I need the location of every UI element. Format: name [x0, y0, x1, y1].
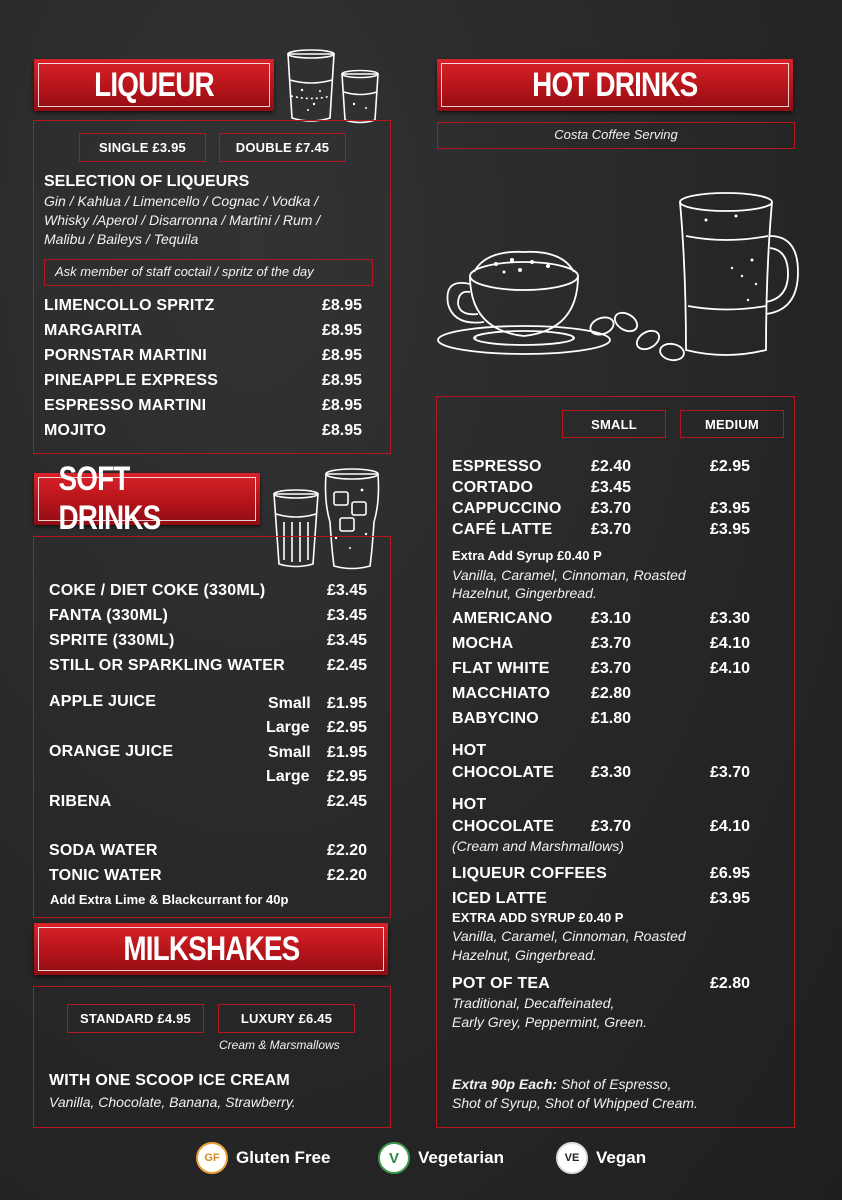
medium-header: MEDIUM	[680, 410, 784, 438]
hot-chocolate-2-medium: £4.10	[710, 818, 751, 835]
vegetarian-label: Vegetarian	[418, 1148, 504, 1167]
hot-item-small: £3.70	[591, 521, 632, 538]
orange-large-label: Large	[266, 768, 310, 785]
liqueur-item-price: £8.95	[322, 397, 363, 414]
liqueur-item-name: MARGARITA	[44, 322, 143, 339]
vegan-badge-text: VE	[564, 1152, 580, 1164]
soft-item-price: £2.45	[327, 657, 368, 674]
orange-juice-label: ORANGE JUICE	[49, 743, 174, 760]
hot-item-small: £3.70	[591, 500, 632, 517]
orange-small-price: £1.95	[327, 744, 368, 761]
hot-chocolate-line-2: CHOCOLATE	[452, 764, 554, 781]
legend-vegetarian	[378, 1142, 504, 1174]
syrup-2-line-2: Hazelnut, Gingerbread.	[452, 947, 597, 963]
luxury-note: Cream & Marsmallows	[219, 1038, 340, 1052]
soda-label: SODA WATER	[49, 842, 158, 859]
liqueur-item-name: PORNSTAR MARTINI	[44, 347, 207, 364]
tea-line-2: Early Grey, Peppermint, Green.	[452, 1014, 648, 1030]
hot-item-name: FLAT WHITE	[452, 660, 550, 677]
liqueur-coffees-price: £6.95	[710, 865, 751, 882]
shot-glasses-illustration	[282, 46, 382, 126]
hot-chocolate-line-1: HOT	[452, 742, 487, 759]
ribena-label: RIBENA	[49, 793, 112, 810]
tea-line-1: Traditional, Decaffeinated,	[452, 995, 615, 1011]
hot-item-small: £2.80	[591, 685, 632, 702]
extras-text: Shot of Espresso,	[557, 1076, 672, 1092]
hot-item-name: CAFÉ LATTE	[452, 521, 553, 538]
soft-item-name: COKE / DIET COKE (330ML)	[49, 582, 266, 599]
legend-vegan	[556, 1142, 646, 1174]
hot-drinks-banner	[437, 59, 793, 111]
liqueur-selection-title: SELECTION OF LIQUEURS	[44, 173, 250, 190]
pot-of-tea-label: POT OF TEA	[452, 975, 550, 992]
apple-large-label: Large	[266, 719, 310, 736]
hot-drinks-title: HOT DRINKS	[532, 65, 698, 104]
vegan-label: Vegan	[596, 1148, 647, 1167]
hot-chocolate-2-line-2: CHOCOLATE	[452, 818, 554, 835]
hot-chocolate-2-small: £3.70	[591, 818, 632, 835]
liqueur-item-price: £8.95	[322, 322, 363, 339]
liqueur-item-name: ESPRESSO MARTINI	[44, 397, 207, 414]
hot-chocolate-2-note: (Cream and Marshmallows)	[452, 838, 624, 854]
small-header: SMALL	[562, 410, 666, 438]
hot-item-small: £3.70	[591, 635, 632, 652]
syrup-title: Extra Add Syrup £0.40 P	[452, 548, 602, 563]
liqueur-note: Ask member of staff coctail / spritz of the day	[55, 264, 314, 279]
apple-small-price: £1.95	[327, 695, 368, 712]
hot-chocolate-medium: £3.70	[710, 764, 751, 781]
syrup-line-2: Hazelnut, Gingerbread.	[452, 585, 597, 601]
extras-line-1	[452, 1076, 671, 1092]
soft-item-price: £3.45	[327, 607, 368, 624]
hot-item-small: £1.80	[591, 710, 632, 727]
hot-item-medium: £3.95	[710, 500, 751, 517]
gluten-free-label: Gluten Free	[236, 1148, 331, 1167]
hot-item-medium: £3.95	[710, 521, 751, 538]
soft-drinks-banner	[34, 460, 260, 537]
pot-of-tea-price: £2.80	[710, 975, 751, 992]
soft-item-name: FANTA (330ML)	[49, 607, 169, 624]
costa-subtitle: Costa Coffee Serving	[554, 127, 678, 142]
ribena-price: £2.45	[327, 793, 368, 810]
orange-large-price: £2.95	[327, 768, 368, 785]
hot-item-name: CAPPUCCINO	[452, 500, 562, 517]
single-price-badge: SINGLE £3.95	[79, 133, 206, 162]
hot-item-small: £2.40	[591, 458, 632, 475]
luxury-price-badge: LUXURY £6.45	[218, 1004, 355, 1033]
hot-item-name: MACCHIATO	[452, 685, 551, 702]
soft-extra-note: Add Extra Lime & Blackcurrant for 40p	[50, 892, 289, 907]
hot-item-medium: £2.95	[710, 458, 751, 475]
hot-item-small: £3.10	[591, 610, 632, 627]
liqueur-coffees-label: LIQUEUR COFFEES	[452, 865, 608, 882]
hot-item-medium: £3.30	[710, 610, 751, 627]
extras-label: Extra 90p Each:	[452, 1076, 558, 1092]
liqueur-selection-line-2: Whisky /Aperol / Disarronna / Martini / Rum /	[44, 212, 321, 228]
soft-item-price: £3.45	[327, 632, 368, 649]
liqueur-item-price: £8.95	[322, 422, 363, 439]
iced-latte-label: ICED LATTE	[452, 890, 548, 907]
liqueur-item-price: £8.95	[322, 347, 363, 364]
apple-large-price: £2.95	[327, 719, 368, 736]
tonic-label: TONIC WATER	[49, 867, 162, 884]
milkshake-flavours: Vanilla, Chocolate, Banana, Strawberry.	[49, 1094, 296, 1110]
hot-item-name: CORTADO	[452, 479, 534, 496]
hot-chocolate-2-line-1: HOT	[452, 796, 487, 813]
liqueur-item-price: £8.95	[322, 372, 363, 389]
liqueur-item-name: MOJITO	[44, 422, 107, 439]
gluten-free-icon	[196, 1142, 228, 1174]
vegan-icon	[556, 1142, 588, 1174]
vegetarian-badge-text: V	[388, 1149, 399, 1167]
soft-item-price: £3.45	[327, 582, 368, 599]
legend-gluten-free	[196, 1142, 330, 1174]
syrup-line-1: Vanilla, Caramel, Cinnoman, Roasted	[452, 567, 686, 583]
hot-item-medium: £4.10	[710, 635, 751, 652]
apple-small-label: Small	[268, 695, 311, 712]
standard-price-badge: STANDARD £4.95	[67, 1004, 204, 1033]
apple-juice-label: APPLE JUICE	[49, 693, 157, 710]
soft-item-name: SPRITE (330ML)	[49, 632, 175, 649]
iced-latte-price: £3.95	[710, 890, 751, 907]
liqueur-banner	[34, 59, 274, 111]
soft-item-name: STILL OR SPARKLING WATER	[49, 657, 285, 674]
tonic-price: £2.20	[327, 867, 368, 884]
hot-item-small: £3.70	[591, 660, 632, 677]
liqueur-item-name: PINEAPPLE EXPRESS	[44, 372, 219, 389]
milkshakes-title: MILKSHAKES	[122, 929, 300, 968]
orange-small-label: Small	[268, 744, 311, 761]
milkshake-scoop-label: WITH ONE SCOOP ICE CREAM	[49, 1072, 290, 1089]
liqueur-title: LIQUEUR	[94, 65, 214, 104]
milkshakes-banner	[34, 923, 388, 975]
hot-item-small: £3.45	[591, 479, 632, 496]
double-price-badge: DOUBLE £7.45	[219, 133, 346, 162]
syrup-2-title: EXTRA ADD SYRUP £0.40 P	[452, 910, 624, 925]
soda-price: £2.20	[327, 842, 368, 859]
vegetarian-icon	[378, 1142, 410, 1174]
liqueur-selection-line-1: Gin / Kahlua / Limencello / Cognac / Vodka /	[44, 193, 319, 209]
liqueur-selection-line-3: Malibu / Baileys / Tequila	[44, 231, 199, 247]
hot-item-name: AMERICANO	[452, 610, 553, 627]
hot-chocolate-small: £3.30	[591, 764, 632, 781]
hot-item-name: MOCHA	[452, 635, 514, 652]
hot-item-name: BABYCINO	[452, 710, 539, 727]
gluten-free-badge-text: GF	[204, 1152, 220, 1164]
hot-item-medium: £4.10	[710, 660, 751, 677]
syrup-2-line-1: Vanilla, Caramel, Cinnoman, Roasted	[452, 928, 686, 944]
extras-line-2: Shot of Syrup, Shot of Whipped Cream.	[452, 1095, 698, 1111]
soft-drinks-title: SOFT DRINKS	[58, 460, 161, 537]
coffee-illustration	[436, 180, 802, 370]
hot-item-name: ESPRESSO	[452, 458, 542, 475]
liqueur-item-name: LIMENCOLLO SPRITZ	[44, 297, 215, 314]
liqueur-item-price: £8.95	[322, 297, 363, 314]
